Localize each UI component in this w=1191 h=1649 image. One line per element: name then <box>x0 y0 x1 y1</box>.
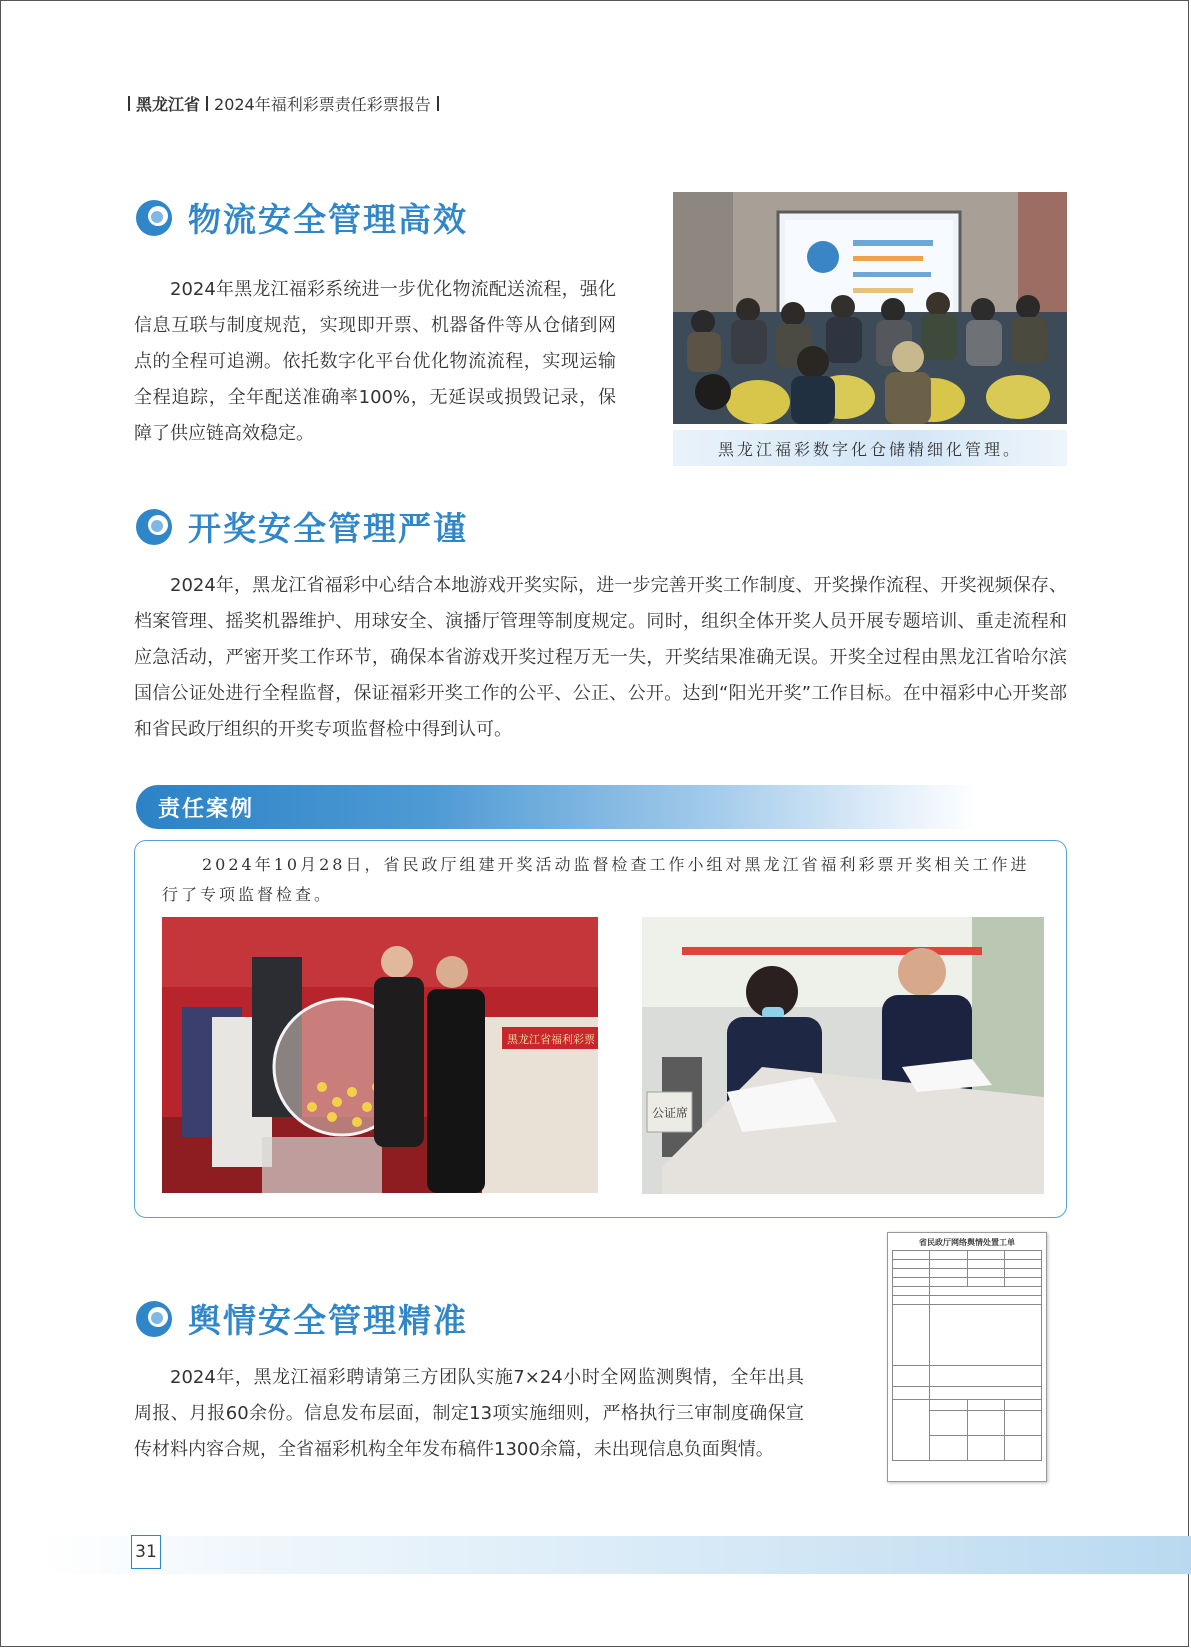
section-logo-icon <box>134 1299 174 1339</box>
section-title-opinion <box>134 1295 468 1342</box>
footer-bar <box>40 1536 1191 1574</box>
header-separator <box>206 96 208 111</box>
section-heading: 开奖安全管理严谨 <box>188 509 468 548</box>
form-table <box>892 1250 1042 1461</box>
photo-caption: 黑龙江福彩数字化仓储精细化管理。 <box>673 430 1067 466</box>
section-heading: 物流安全管理高效 <box>188 200 468 239</box>
signing-photo <box>642 917 1044 1194</box>
opinion-paragraph: 2024年，黑龙江福彩聘请第三方团队实施7×24小时全网监测舆情，全年出具周报、月报60余份。信息发布层面，制定13项实施细则，严格执行三审制度确保宣传材料内容合规，全省福彩机构全年发布稿件1300余篇，未出现信息负面舆情。 <box>134 1367 804 1460</box>
header-report-title: 2024年福利彩票责任彩票报告 <box>214 95 431 114</box>
header-separator <box>128 96 130 111</box>
case-banner-label: 责任案例 <box>158 796 255 822</box>
case-banner <box>136 785 976 829</box>
case-text: 2024年10月28日，省民政厅组建开奖活动监督检查工作小组对黑龙江省福利彩票开奖相关工作进行了专项监督检查。 <box>162 855 1030 904</box>
notary-sign-text: 公证席 <box>652 1106 689 1120</box>
section-logo-icon <box>134 198 174 238</box>
work-order-form <box>887 1232 1047 1482</box>
form-title: 省民政厅网络舆情处置工单 <box>919 1238 1015 1247</box>
page-number: 31 <box>131 1535 161 1569</box>
section-title-draw <box>134 503 468 550</box>
section-logo-icon <box>134 507 174 547</box>
section-heading: 舆情安全管理精准 <box>188 1301 468 1340</box>
running-header <box>128 92 439 115</box>
lottery-machine-photo <box>162 917 598 1193</box>
meeting-photo <box>673 192 1067 424</box>
header-separator <box>437 96 439 111</box>
header-province: 黑龙江省 <box>136 95 201 114</box>
section-title-logistics <box>134 194 468 241</box>
sign-text: 黑龙江省福利彩票 <box>507 1033 595 1046</box>
logistics-paragraph: 2024年黑龙江福彩系统进一步优化物流配送流程，强化信息互联与制度规范，实现即开票、机器备件等从仓储到网点的全程可追溯。依托数字化平台优化物流流程，实现运输全程追踪，全年配送准确率100%，无延误或损毁记录，保障了供应链高效稳定。 <box>134 279 616 444</box>
draw-paragraph: 2024年，黑龙江省福彩中心结合本地游戏开奖实际，进一步完善开奖工作制度、开奖操作流程、开奖视频保存、档案管理、摇奖机器维护、用球安全、演播厅管理等制度规定。同时，组织全体开奖人员开展专题培训、重走流程和应急活动，严密开奖工作环节，确保本省游戏开奖过程万无一失，开奖结果准确无误。开奖全过程由黑龙江省哈尔滨国信公证处进行全程监督，保证福彩开奖工作的公平、公正、公开。达到“阳光开奖”工作目标。在中福彩中心开奖部和省民政厅组织的开奖专项监督检中得到认可。 <box>134 575 1067 740</box>
